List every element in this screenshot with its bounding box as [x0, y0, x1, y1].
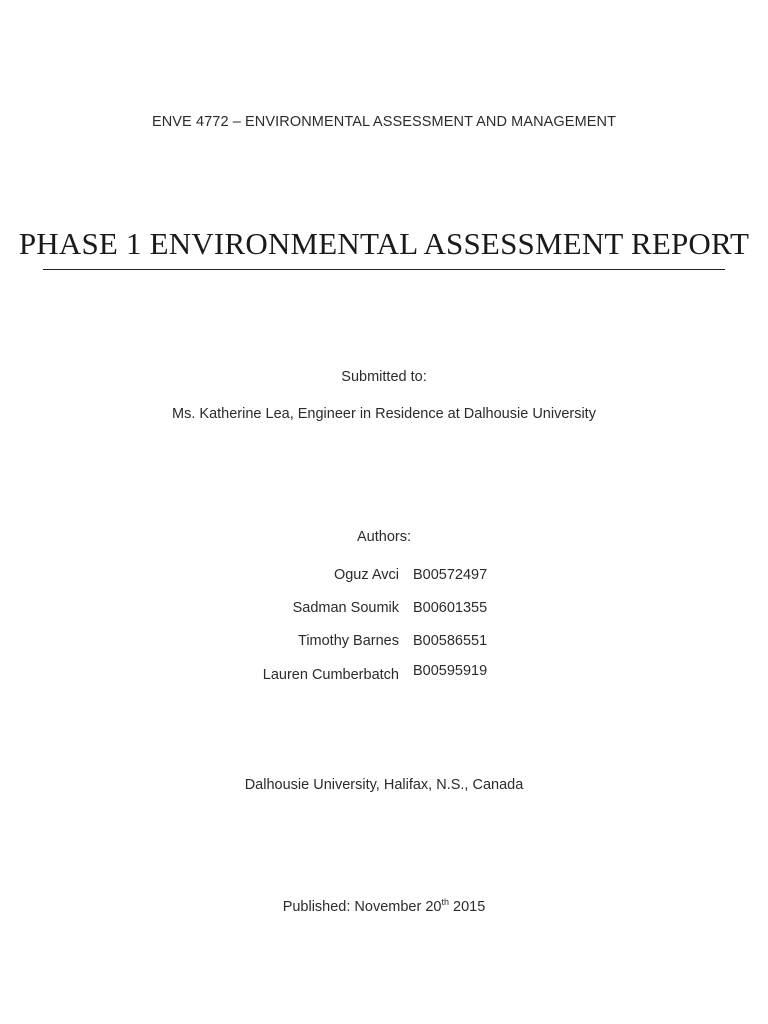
- published-prefix: Published: November 20: [282, 899, 442, 915]
- author-id: B00572497: [413, 567, 488, 583]
- author-name: Timothy Barnes: [298, 633, 399, 649]
- submitted-to-label: Submitted to:: [341, 369, 427, 385]
- course-heading: ENVE 4772 – ENVIRONMENTAL ASSESSMENT AND MANAGEMENT: [151, 114, 617, 130]
- author-name: Sadman Soumik: [292, 600, 399, 616]
- author-id: B00595919: [413, 663, 488, 679]
- author-name: Lauren Cumberbatch: [262, 667, 399, 683]
- location: Dalhousie University, Halifax, N.S., Canada: [244, 777, 524, 793]
- title-underline: [43, 269, 725, 270]
- report-title: PHASE 1 ENVIRONMENTAL ASSESSMENT REPORT: [18, 226, 750, 261]
- published-date: [0, 899, 768, 915]
- author-name: Oguz Avci: [333, 567, 399, 583]
- author-id: B00601355: [413, 600, 488, 616]
- published-year: 2015: [449, 899, 486, 915]
- published-ordinal: th: [441, 897, 449, 907]
- recipient: Ms. Katherine Lea, Engineer in Residence at Dalhousie University: [172, 406, 596, 422]
- authors-label: Authors:: [357, 529, 411, 545]
- author-id: B00586551: [413, 633, 488, 649]
